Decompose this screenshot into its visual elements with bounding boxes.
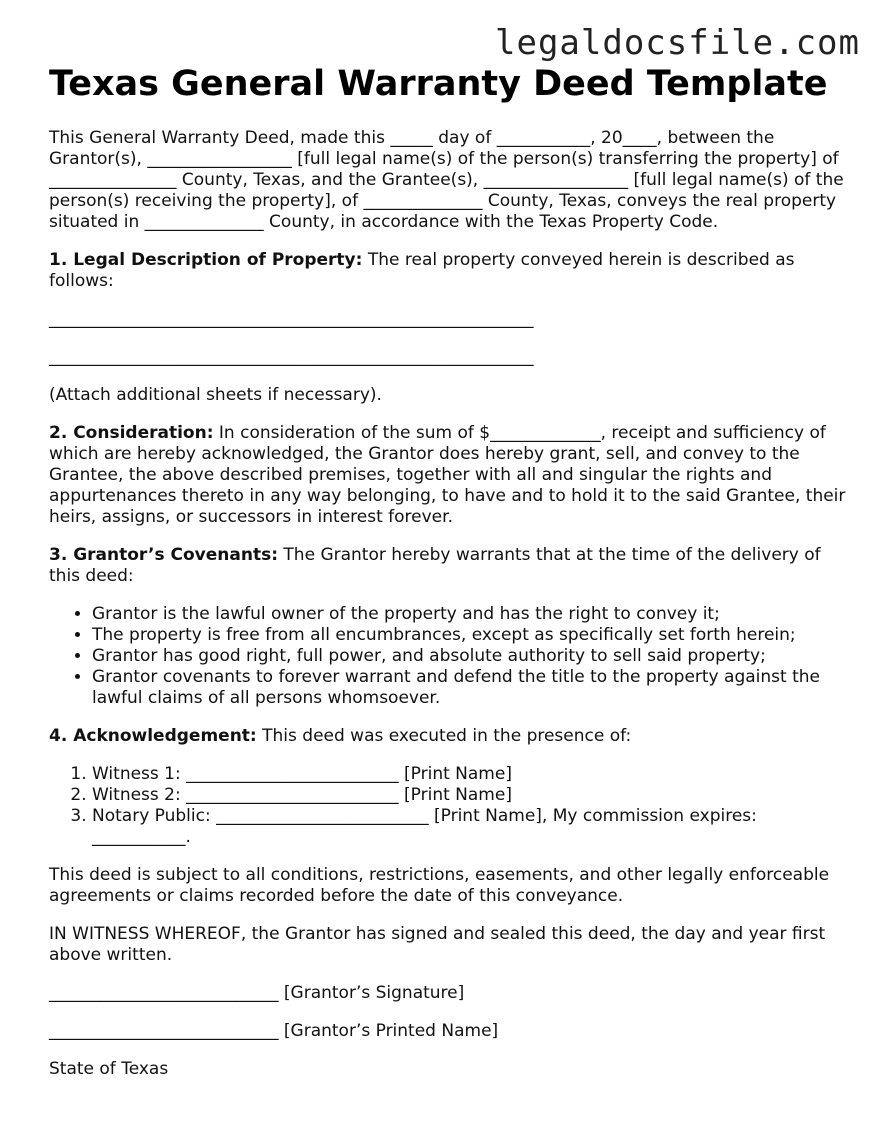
intro-paragraph: This General Warranty Deed, made this _____ day of ___________, 20____, between the Grantor(s), _________________ [full legal name(s) of the person(s) transferring the property] of _______________ County, Texas, and the Grantee(s), _________________ [full legal name(s) of the person(s) receiving the property], of ______________ County, Texas, conveys the real property situated in ______________ County, in accordance with the Texas Property Code. xyxy=(49,128,844,232)
list-item: • The property is free from all encumbrances, except as specifically set forth herein; xyxy=(92,625,849,646)
witness-list xyxy=(49,764,849,848)
description-blank-line-2: _________________________________________________________ xyxy=(49,347,534,367)
section-heading: 1. Legal Description of Property: xyxy=(49,250,363,270)
section-text: In consideration of the sum of $_____________, receipt and sufficiency of which are hereby acknowledged, the Grantor does hereby grant, sell, and convey to the Grantee, the above described premises, together with all and singular the rights and appurtenances thereto in any way belonging, to have and to hold it to the said Grantee, their heirs, assigns, or successors in interest forever. xyxy=(49,423,846,527)
list-item: 3. Notary Public: _________________________ [Print Name], My commission expires: ___________. xyxy=(92,806,849,848)
state-label: State of Texas xyxy=(49,1059,169,1079)
section-heading: 4. Acknowledgement: xyxy=(49,726,257,746)
list-item: 1. Witness 1: _________________________ [Print Name] xyxy=(92,764,849,785)
description-blank-line-1: _________________________________________________________ xyxy=(49,309,534,329)
subject-clause: This deed is subject to all conditions, restrictions, easements, and other legally enforceable agreements or claims recorded before the date of this conveyance. xyxy=(49,865,830,906)
section-text: The Grantor hereby warrants that at the time of the delivery of this deed: xyxy=(49,545,821,586)
list-item: • Grantor is the lawful owner of the property and has the right to convey it; xyxy=(92,604,849,625)
document-page xyxy=(49,64,849,1097)
section-heading: 3. Grantor’s Covenants: xyxy=(49,545,279,565)
list-item: • Grantor has good right, full power, and absolute authority to sell said property; xyxy=(92,646,849,667)
site-watermark: legaldocsfile.com xyxy=(495,23,860,63)
section-covenants xyxy=(49,545,849,587)
covenants-list xyxy=(49,604,849,709)
document-title: Texas General Warranty Deed Template xyxy=(49,64,828,104)
grantor-signature-line: ___________________________ [Grantor’s Signature] xyxy=(49,983,465,1003)
witness-whereof-clause: IN WITNESS WHEREOF, the Grantor has signed and sealed this deed, the day and year first above written. xyxy=(49,924,826,965)
list-item: • Grantor covenants to forever warrant and defend the title to the property against the lawful claims of all persons whomsoever. xyxy=(92,667,849,709)
section-legal-description xyxy=(49,250,849,292)
attach-sheets-note: (Attach additional sheets if necessary). xyxy=(49,385,382,405)
grantor-printed-name-line: ___________________________ [Grantor’s Printed Name] xyxy=(49,1021,499,1041)
section-text: This deed was executed in the presence of: xyxy=(256,726,632,746)
section-text: The real property conveyed herein is described as follows: xyxy=(49,250,795,291)
section-consideration xyxy=(49,423,849,528)
section-heading: 2. Consideration: xyxy=(49,423,214,443)
list-item: 2. Witness 2: _________________________ [Print Name] xyxy=(92,785,849,806)
section-acknowledgement xyxy=(49,726,849,747)
